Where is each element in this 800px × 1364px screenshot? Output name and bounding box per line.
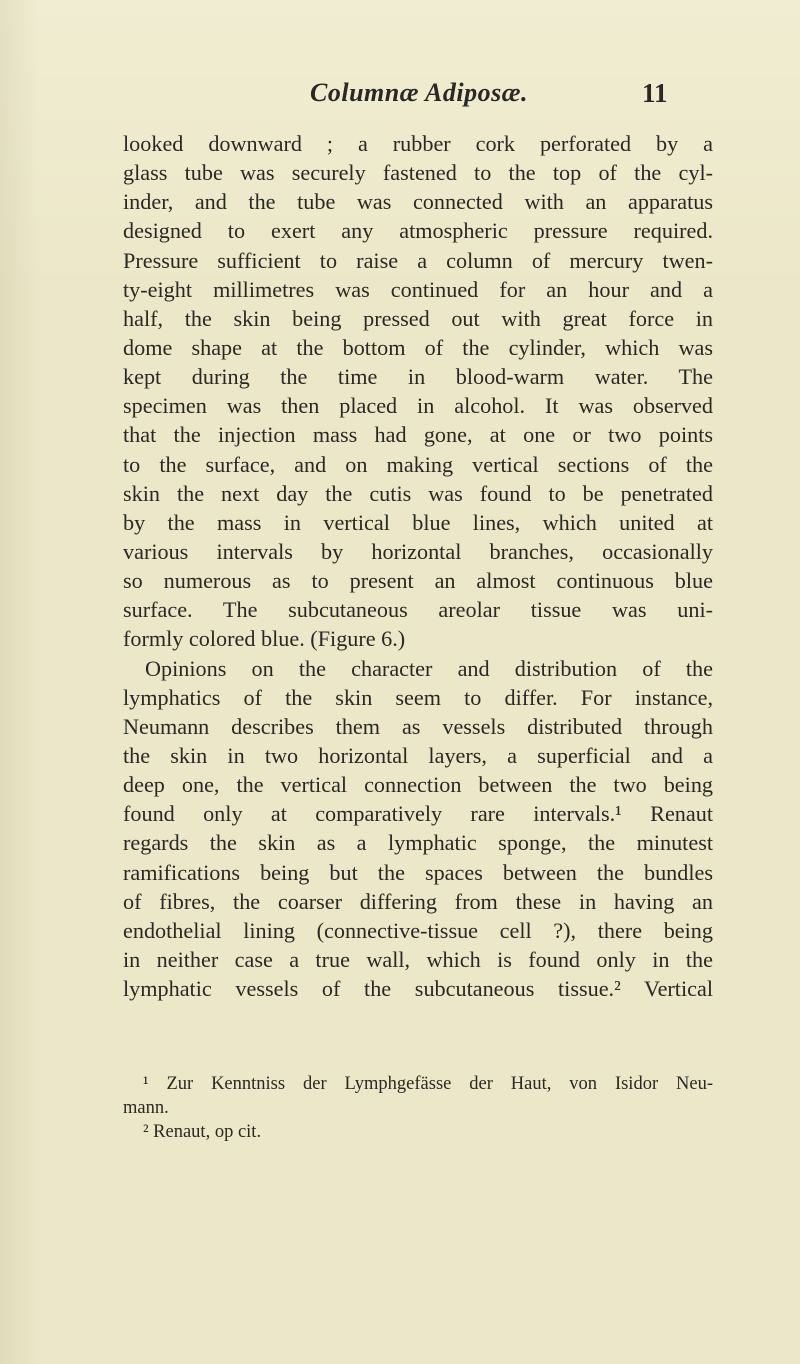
text-line: that the injection mass had gone, at one or two points (123, 422, 713, 448)
text-line: regards the skin as a lymphatic sponge, the minutest (123, 830, 713, 856)
text-line: the skin in two horizontal layers, a superficial and a (123, 742, 713, 768)
text-line: skin the next day the cutis was found to be penetrated (123, 480, 713, 506)
text-line: so numerous as to present an almost continuous blue (123, 568, 713, 594)
text-line: various intervals by horizontal branches, occasionally (123, 538, 713, 564)
text-line: specimen was then placed in alcohol. It was observed (123, 393, 713, 419)
text-line: endothelial lining (connective-tissue cell ?), there being (123, 917, 713, 943)
text-line: inder, and the tube was connected with an apparatus (123, 189, 713, 215)
running-title: Columnæ Adiposæ. (310, 78, 528, 107)
footnote-1-continued: mann. (123, 1098, 169, 1118)
footnotes (123, 1072, 713, 1144)
text-line: dome shape at the bottom of the cylinder, which was (123, 334, 713, 360)
running-head (310, 78, 710, 118)
text-line: lymphatic vessels of the subcutaneous tissue.² Vertical (123, 976, 713, 1002)
text-line: lymphatics of the skin seem to differ. For instance, (123, 684, 713, 710)
text-line: by the mass in vertical blue lines, which united at (123, 509, 713, 535)
footnote-2: ² Renaut, op cit. (143, 1122, 262, 1142)
text-line: in neither case a true wall, which is found only in the (123, 946, 713, 972)
text-line: half, the skin being pressed out with great force in (123, 305, 713, 331)
text-line: of fibres, the coarser differing from these in having an (123, 888, 713, 914)
text-line: Neumann describes them as vessels distributed through (123, 713, 713, 739)
text-line: surface. The subcutaneous areolar tissue was uni- (123, 597, 713, 623)
text-line: found only at comparatively rare intervals.¹ Renaut (123, 801, 713, 827)
paragraph-end-line: formly colored blue. (Figure 6.) (123, 626, 406, 652)
text-line: designed to exert any atmospheric pressure required. (123, 218, 713, 244)
page-number: 11 (642, 78, 668, 108)
text-line: looked downward ; a rubber cork perforated by a (123, 131, 713, 156)
text-line: Pressure sufficient to raise a column of mercury twen- (123, 247, 713, 273)
text-line: ty-eight millimetres was continued for an hour and a (123, 276, 713, 302)
text-line: kept during the time in blood-warm water. The (123, 364, 713, 390)
body-text (123, 129, 713, 1003)
text-line: deep one, the vertical connection between the two being (123, 772, 713, 798)
text-line: glass tube was securely fastened to the top of the cyl- (123, 160, 713, 186)
text-line: ramifications being but the spaces between the bundles (123, 859, 713, 885)
footnote-1: ¹ Zur Kenntniss der Lymphgefässe der Haut, von Isidor Neu- (143, 1074, 713, 1094)
paragraph-start-line: Opinions on the character and distribution of the (145, 655, 713, 681)
text-line: to the surface, and on making vertical sections of the (123, 451, 713, 477)
